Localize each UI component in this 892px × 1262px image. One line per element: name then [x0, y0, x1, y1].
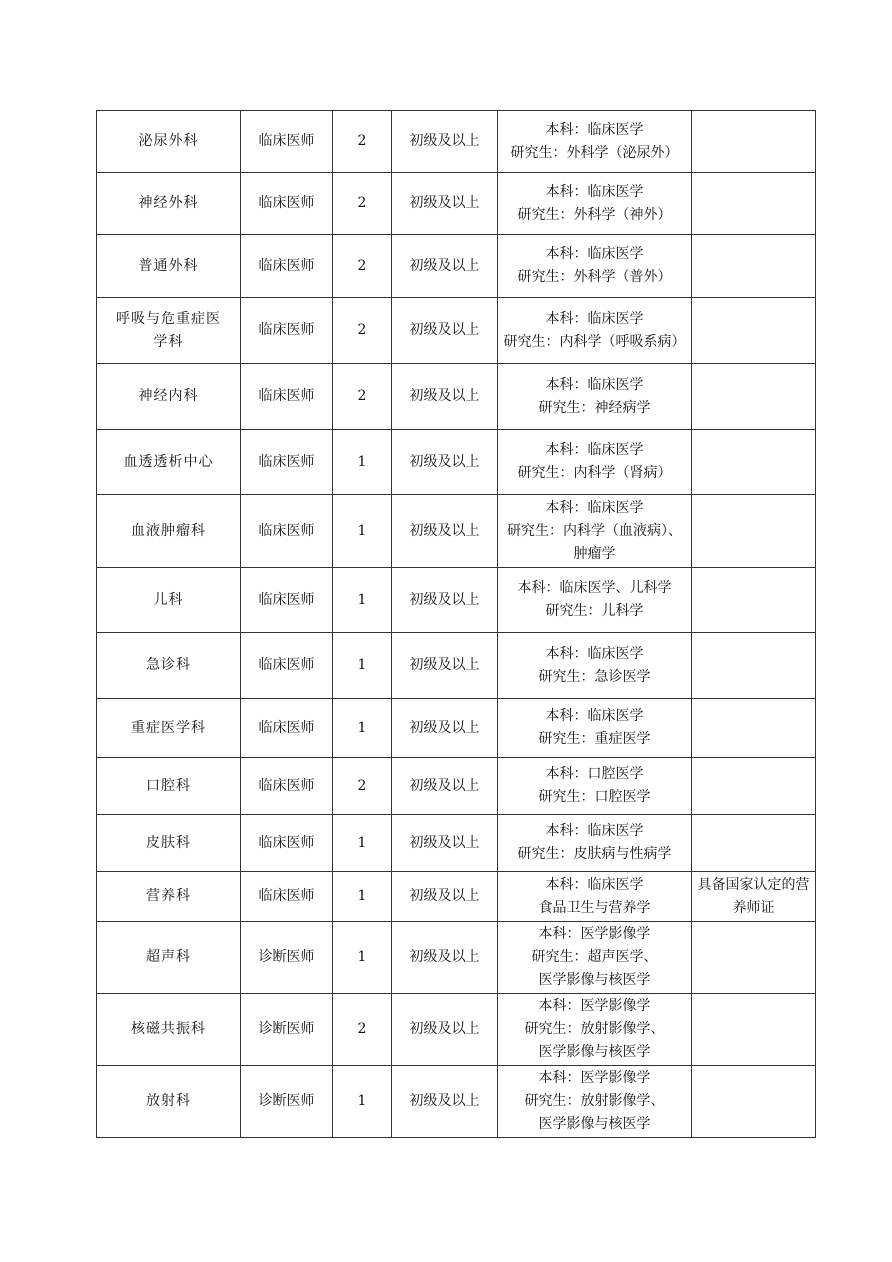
- department-cell: 超声科: [97, 922, 241, 994]
- table-body: [97, 111, 816, 1138]
- note-cell: [692, 111, 816, 173]
- note-cell: [692, 495, 816, 568]
- table-row: [97, 235, 816, 298]
- requirement-cell: [498, 430, 692, 495]
- note-cell: [692, 298, 816, 364]
- requirement-line: 研究生：放射影像学、: [524, 1093, 665, 1109]
- requirement-cell: [498, 364, 692, 430]
- requirement-line: 本科：口腔医学: [545, 766, 644, 782]
- requirement-line: 研究生：外科学（神外）: [517, 206, 672, 223]
- note-cell: [692, 364, 816, 430]
- title-cell: 初级及以上: [392, 235, 498, 298]
- department-cell: 神经外科: [97, 173, 241, 235]
- position-cell: 诊断医师: [241, 994, 333, 1066]
- requirement-line: 研究生：皮肤病与性病学: [517, 846, 672, 862]
- table-row: [97, 111, 816, 173]
- requirement-line: 本科：临床医学: [545, 823, 644, 839]
- position-cell: 临床医师: [241, 173, 333, 235]
- requirement-cell: [498, 633, 692, 699]
- note-cell: [692, 633, 816, 699]
- position-cell: 临床医师: [241, 699, 333, 758]
- department-cell: 核磁共振科: [97, 994, 241, 1066]
- count-cell: 1: [333, 922, 392, 994]
- title-cell: 初级及以上: [392, 815, 498, 872]
- requirement-line: 本科：临床医学: [545, 876, 644, 893]
- note-cell: [692, 173, 816, 235]
- count-cell: 1: [333, 699, 392, 758]
- position-cell: 临床医师: [241, 298, 333, 364]
- requirement-cell: [498, 994, 692, 1066]
- count-cell: 1: [333, 815, 392, 872]
- table-row: [97, 364, 816, 430]
- note-cell: [692, 235, 816, 298]
- requirement-line: 本科：临床医学: [545, 121, 644, 138]
- department-cell: 营养科: [97, 872, 241, 922]
- position-cell: 临床医师: [241, 633, 333, 699]
- title-cell: 初级及以上: [392, 430, 498, 495]
- position-cell: 临床医师: [241, 568, 333, 633]
- requirement-line: 肿瘤学: [573, 545, 616, 562]
- count-cell: 1: [333, 568, 392, 633]
- requirement-cell: [498, 699, 692, 758]
- note-cell: [692, 922, 816, 994]
- position-cell: 临床医师: [241, 235, 333, 298]
- table-row: [97, 1066, 816, 1138]
- recruitment-table: [96, 110, 816, 1138]
- count-cell: 1: [333, 495, 392, 568]
- department-cell: 放射科: [97, 1066, 241, 1138]
- requirement-cell: [498, 298, 692, 364]
- requirement-line: 本科：临床医学: [545, 310, 644, 327]
- requirement-cell: [498, 758, 692, 815]
- requirement-cell: [498, 111, 692, 173]
- note-cell: [692, 430, 816, 495]
- department-cell: 皮肤科: [97, 815, 241, 872]
- table-row: [97, 633, 816, 699]
- requirement-line: 本科：临床医学: [545, 645, 644, 662]
- position-cell: 诊断医师: [241, 922, 333, 994]
- department-cell: 泌尿外科: [97, 111, 241, 173]
- table-row: [97, 298, 816, 364]
- requirement-line: 研究生：急诊医学: [538, 668, 651, 685]
- title-cell: 初级及以上: [392, 633, 498, 699]
- requirement-line: 研究生：外科学（泌尿外）: [510, 144, 679, 161]
- count-cell: 2: [333, 235, 392, 298]
- table-row: [97, 922, 816, 994]
- department-cell: 血液肿瘤科: [97, 495, 241, 568]
- requirement-line: 研究生：重症医学: [538, 731, 651, 747]
- position-cell: 临床医师: [241, 364, 333, 430]
- requirement-line: 本科：临床医学: [545, 708, 644, 724]
- requirement-line: 食品卫生与营养学: [538, 899, 651, 916]
- table-row: [97, 495, 816, 568]
- requirement-line: 本科：医学影像学: [538, 926, 651, 942]
- position-cell: 诊断医师: [241, 1066, 333, 1138]
- title-cell: 初级及以上: [392, 922, 498, 994]
- table-row: [97, 815, 816, 872]
- title-cell: 初级及以上: [392, 758, 498, 815]
- department-cell: 血透透析中心: [97, 430, 241, 495]
- department-cell: 重症医学科: [97, 699, 241, 758]
- requirement-cell: [498, 568, 692, 633]
- title-cell: 初级及以上: [392, 568, 498, 633]
- table-row: [97, 430, 816, 495]
- count-cell: 2: [333, 111, 392, 173]
- requirement-line: 医学影像与核医学: [538, 1116, 651, 1132]
- note-cell: [692, 1066, 816, 1138]
- table-row: [97, 699, 816, 758]
- count-cell: 1: [333, 872, 392, 922]
- title-cell: 初级及以上: [392, 111, 498, 173]
- count-cell: 1: [333, 430, 392, 495]
- requirement-cell: [498, 235, 692, 298]
- requirement-line: 研究生：超声医学、: [531, 949, 658, 965]
- title-cell: 初级及以上: [392, 298, 498, 364]
- note-cell: [692, 815, 816, 872]
- count-cell: 2: [333, 364, 392, 430]
- requirement-line: 本科：临床医学、儿科学: [517, 580, 672, 596]
- department-line: 学科: [153, 333, 184, 350]
- note-cell: [692, 758, 816, 815]
- count-cell: 2: [333, 298, 392, 364]
- table-row: [97, 758, 816, 815]
- requirement-line: 本科：医学影像学: [538, 1070, 651, 1086]
- requirement-line: 研究生：神经病学: [538, 399, 651, 416]
- requirement-line: 研究生：儿科学: [545, 603, 644, 619]
- requirement-line: 研究生：放射影像学、: [524, 1021, 665, 1037]
- requirement-cell: [498, 872, 692, 922]
- requirement-line: 本科：临床医学: [545, 499, 644, 516]
- note-cell: 具备国家认定的营养师证: [692, 872, 816, 922]
- title-cell: 初级及以上: [392, 173, 498, 235]
- position-cell: 临床医师: [241, 495, 333, 568]
- note-cell: [692, 699, 816, 758]
- title-cell: 初级及以上: [392, 872, 498, 922]
- title-cell: 初级及以上: [392, 699, 498, 758]
- position-cell: 临床医师: [241, 111, 333, 173]
- requirement-line: 本科：临床医学: [545, 376, 644, 393]
- table-row: [97, 872, 816, 922]
- count-cell: 1: [333, 1066, 392, 1138]
- count-cell: 2: [333, 994, 392, 1066]
- requirement-cell: [498, 495, 692, 568]
- table-row: [97, 173, 816, 235]
- note-cell: [692, 994, 816, 1066]
- requirement-line: 医学影像与核医学: [538, 1044, 651, 1060]
- position-cell: 临床医师: [241, 872, 333, 922]
- requirement-line: 研究生：内科学（呼吸系病）: [503, 333, 686, 350]
- requirement-line: 研究生：外科学（普外）: [517, 269, 672, 285]
- count-cell: 1: [333, 633, 392, 699]
- requirement-line: 研究生：内科学（血液病）、: [507, 522, 682, 539]
- title-cell: 初级及以上: [392, 994, 498, 1066]
- count-cell: 2: [333, 758, 392, 815]
- department-cell: 普通外科: [97, 235, 241, 298]
- department-line: 呼吸与危重症医: [116, 310, 221, 327]
- requirement-line: 本科：临床医学: [545, 442, 644, 458]
- requirement-line: 医学影像与核医学: [538, 972, 651, 988]
- department-cell: 神经内科: [97, 364, 241, 430]
- title-cell: 初级及以上: [392, 364, 498, 430]
- title-cell: 初级及以上: [392, 495, 498, 568]
- count-cell: 2: [333, 173, 392, 235]
- department-cell: 急诊科: [97, 633, 241, 699]
- requirement-cell: [498, 1066, 692, 1138]
- position-cell: 临床医师: [241, 815, 333, 872]
- requirement-cell: [498, 173, 692, 235]
- requirement-cell: [498, 815, 692, 872]
- requirement-line: 研究生：口腔医学: [538, 789, 651, 805]
- department-cell: 口腔科: [97, 758, 241, 815]
- requirement-cell: [498, 922, 692, 994]
- table-row: [97, 568, 816, 633]
- table-row: [97, 994, 816, 1066]
- note-cell: [692, 568, 816, 633]
- requirement-line: 本科：医学影像学: [538, 998, 651, 1014]
- requirement-line: 本科：临床医学: [545, 183, 644, 200]
- position-cell: 临床医师: [241, 430, 333, 495]
- requirement-line: 本科：临床医学: [545, 246, 644, 262]
- department-cell: [97, 298, 241, 364]
- department-cell: 儿科: [97, 568, 241, 633]
- title-cell: 初级及以上: [392, 1066, 498, 1138]
- requirement-line: 研究生：内科学（肾病）: [517, 465, 672, 481]
- position-cell: 临床医师: [241, 758, 333, 815]
